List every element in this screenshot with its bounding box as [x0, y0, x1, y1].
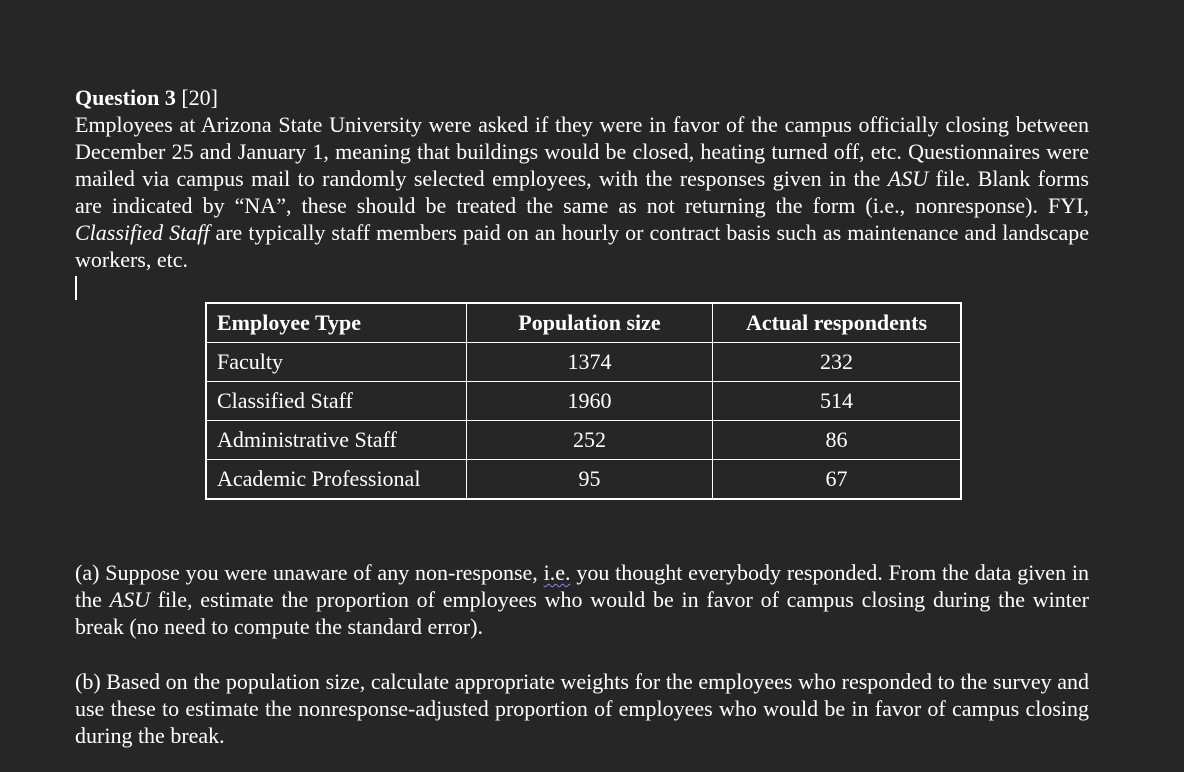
part-a-text-3: file, estimate the proportion of employees who would be in favor of campus closing during the winter break (no need to compute the standard error). [75, 587, 1089, 639]
part-a-ie-spellcheck: i.e. [543, 560, 571, 585]
part-a-question [75, 559, 1089, 640]
header-employee-type: Employee Type [206, 303, 467, 343]
header-population-size: Population size [467, 303, 713, 343]
question-heading [75, 84, 1089, 111]
text-cursor [75, 276, 77, 300]
cell-employee-type: Faculty [206, 343, 467, 382]
question-marks: [20] [181, 85, 219, 110]
cell-actual-respondents: 232 [713, 343, 962, 382]
table-row [206, 460, 961, 500]
cell-actual-respondents: 67 [713, 460, 962, 500]
cell-actual-respondents: 86 [713, 421, 962, 460]
part-a-text-1: (a) Suppose you were unaware of any non-response, [75, 560, 544, 585]
question-intro [75, 111, 1089, 273]
header-actual-respondents: Actual respondents [713, 303, 962, 343]
cell-population-size: 1960 [467, 382, 713, 421]
cell-employee-type: Administrative Staff [206, 421, 467, 460]
intro-text-2: file. Blank forms are indicated by “NA”, these should be treated the same as not returning the form (i.e., nonresponse). FYI, [75, 166, 1089, 218]
table-row [206, 421, 961, 460]
intro-text-1: Employees at Arizona State University were asked if they were in favor of the campus officially closing between December 25 and January 1, meaning that buildings would be closed, heating turned off, etc. Questionnaires were mailed via campus mail to randomly selected employees, with the responses given in the [75, 112, 1089, 191]
table-row [206, 382, 961, 421]
part-b-question: (b) Based on the population size, calculate appropriate weights for the employees who responded to the survey and use these to estimate the nonresponse-adjusted proportion of employees who would be in favor of campus closing during the break. [75, 669, 1089, 748]
cell-population-size: 252 [467, 421, 713, 460]
cell-population-size: 1374 [467, 343, 713, 382]
part-a-asu-file: ASU [109, 587, 150, 612]
cell-population-size: 95 [467, 460, 713, 500]
cell-employee-type: Classified Staff [206, 382, 467, 421]
table-row [206, 343, 961, 382]
intro-text-3: are typically staff members paid on an hourly or contract basis such as maintenance and landscape workers, etc. [75, 220, 1089, 272]
cell-employee-type: Academic Professional [206, 460, 467, 500]
cell-actual-respondents: 514 [713, 382, 962, 421]
part-a-text-2: you thought everybody responded. From the data given in the [75, 560, 1089, 612]
question-title: Question 3 [75, 85, 176, 110]
question-block [75, 84, 1089, 300]
table-header-row [206, 303, 961, 343]
asu-file-name: ASU [887, 166, 929, 191]
classified-staff-term: Classified Staff [75, 220, 210, 245]
employee-table [205, 302, 962, 500]
